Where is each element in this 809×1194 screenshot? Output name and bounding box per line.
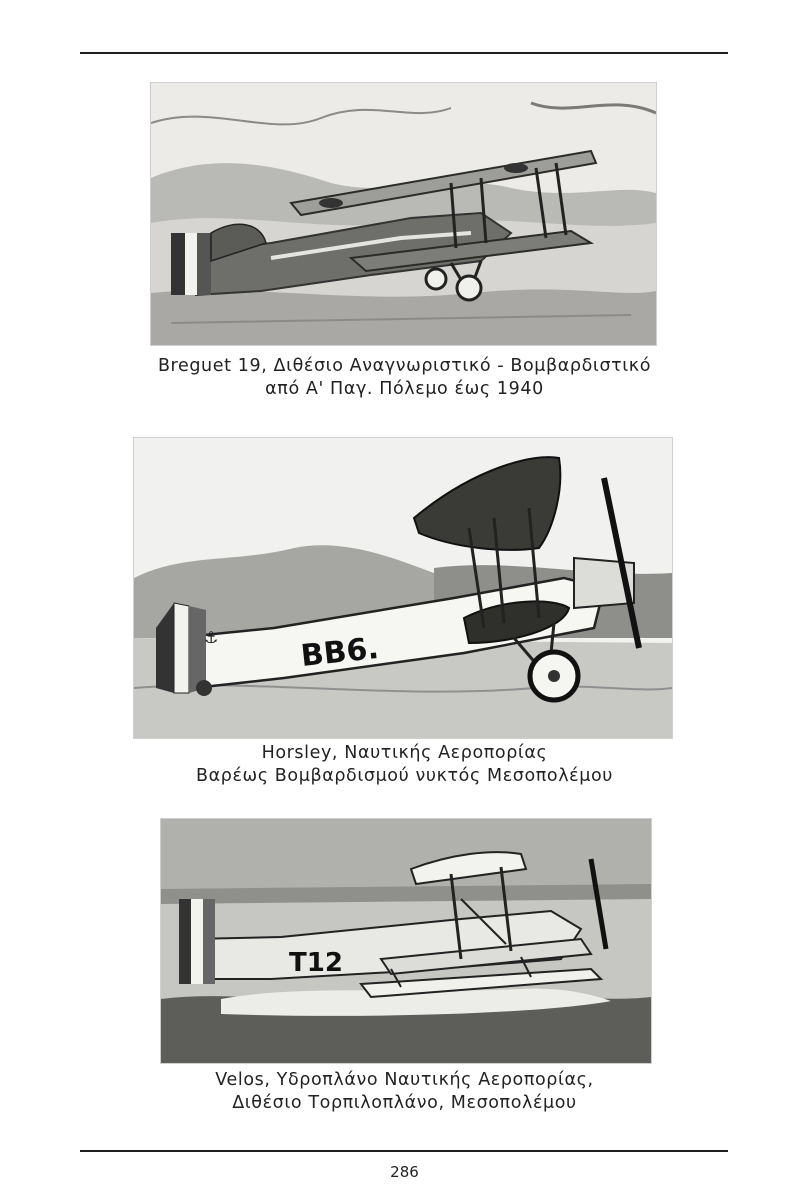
horsley-caption [60, 742, 749, 788]
velos-illustration [160, 818, 652, 1064]
velos-drawing [161, 819, 651, 1063]
horsley-drawing [134, 438, 672, 738]
breguet-19-caption [60, 355, 749, 401]
velos-caption-line-2: Διθέσιο Τορπιλοπλάνο, Μεσοπολέμου [232, 1093, 577, 1113]
velos-marking: T12 [289, 948, 343, 978]
svg-text:⚓: ⚓ [204, 628, 219, 647]
breguet-19-drawing [151, 83, 656, 345]
top-rule [80, 52, 728, 54]
horsley-marking: BB6. [299, 630, 381, 674]
breguet-19-illustration [150, 82, 657, 346]
velos-caption [60, 1069, 749, 1115]
horsley-caption-line-2: Βαρέως Βομβαρδισμού νυκτός Μεσοπολέμου [196, 766, 613, 786]
horsley-illustration [133, 437, 673, 739]
breguet-19-caption-line-2: από Α' Παγ. Πόλεμο έως 1940 [265, 379, 544, 399]
page-number: 286 [390, 1163, 419, 1181]
breguet-19-caption-line-1: Breguet 19, Διθέσιο Αναγνωριστικό - Βομβαρδιστικό [157, 356, 652, 376]
horsley-caption-line-1: Horsley, Ναυτικής Αεροπορίας [261, 743, 548, 763]
velos-caption-line-1: Velos, Υδροπλάνο Ναυτικής Αεροπορίας, [215, 1070, 594, 1090]
bottom-rule [80, 1150, 728, 1152]
